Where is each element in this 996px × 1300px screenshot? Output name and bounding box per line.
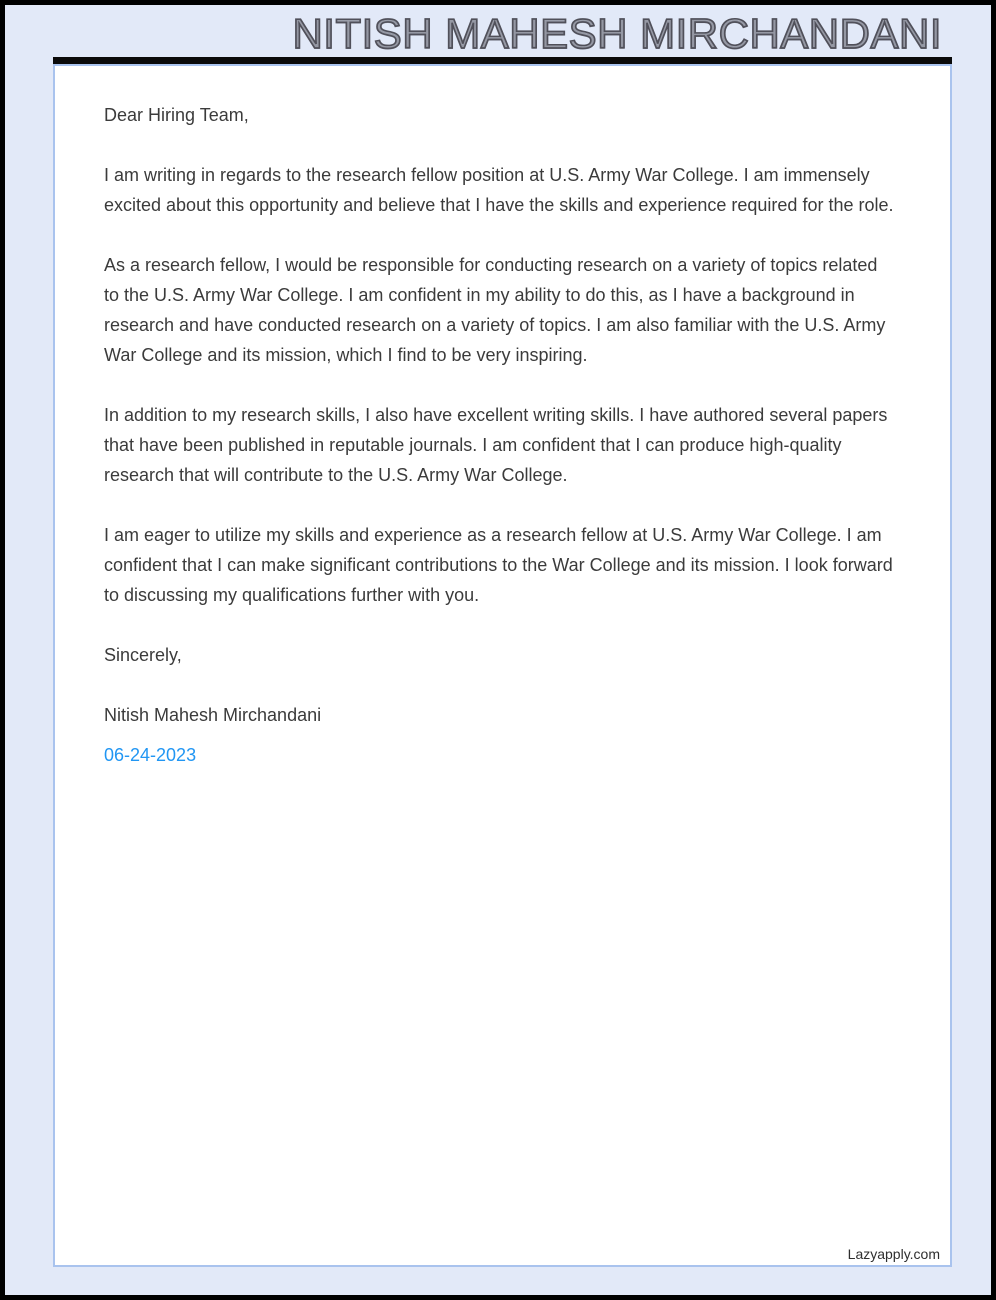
salutation: Dear Hiring Team, [104, 105, 249, 125]
letter-paragraph-3: In addition to my research skills, I also have excellent writing skills. I have authored several papers that have been published in reputable journals. I am confident that I can produce high-quality research that will contribute to the U.S. Army War College. [104, 405, 888, 485]
letter-paragraph-4: I am eager to utilize my skills and experience as a research fellow at U.S. Army War College. I am confident that I can make significant contributions to the War College and its mission. I look forward to discussing my qualifications further with you. [104, 525, 893, 605]
closing: Sincerely, [104, 645, 182, 665]
letter-paragraph-2: As a research fellow, I would be responsible for conducting research on a variety of topics related to the U.S. Army War College. I am confident in my ability to do this, as I have a background in research and have conducted research on a variety of topics. I am also familiar with the U.S. Army War College and its mission, which I find to be very inspiring. [104, 255, 886, 365]
letter-page [53, 64, 952, 1267]
letter-paragraph-1: I am writing in regards to the research fellow position at U.S. Army War College. I am immensely excited about this opportunity and believe that I have the skills and experience required for the role. [104, 165, 894, 215]
signature-name: Nitish Mahesh Mirchandani [104, 705, 322, 725]
header-name: NITISH MAHESH MIRCHANDANI [292, 10, 942, 57]
brand-footer: Lazyapply.com [847, 1246, 940, 1262]
letter-date: 06-24-2023 [104, 745, 197, 765]
header-divider [53, 57, 952, 64]
